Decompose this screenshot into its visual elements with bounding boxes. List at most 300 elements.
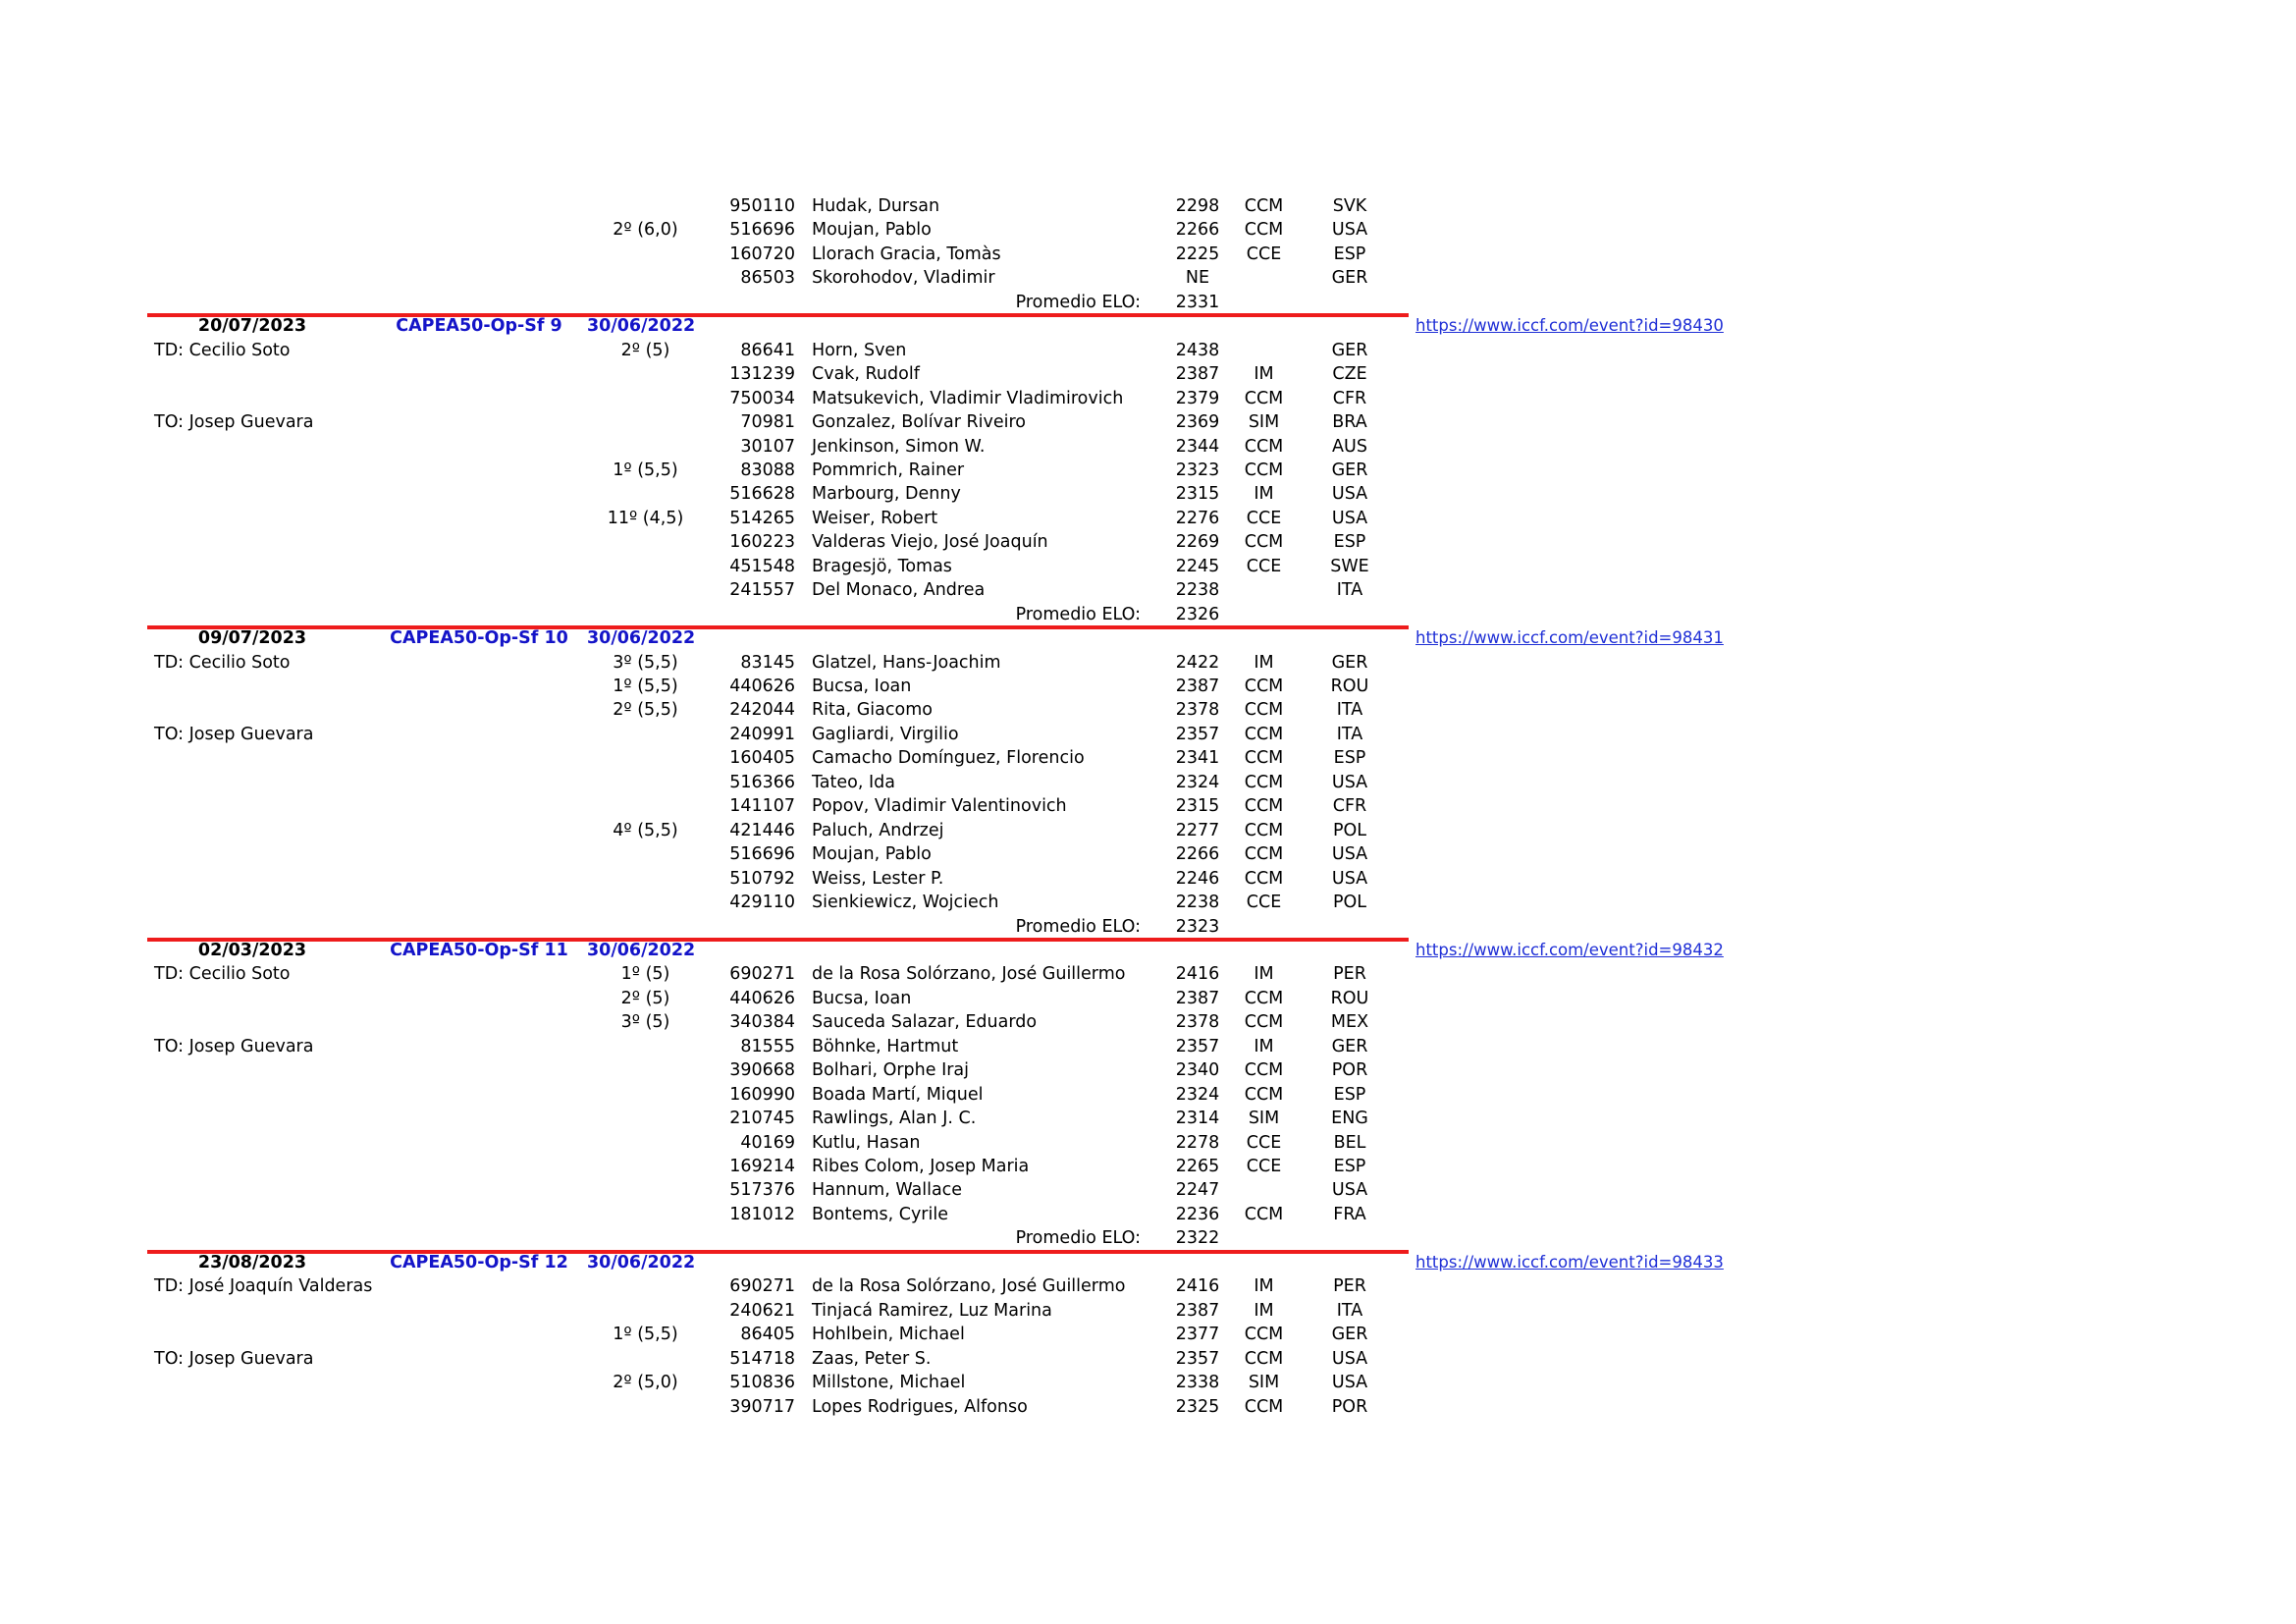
player-id: 510792 (729, 868, 795, 889)
player-row (0, 1155, 2296, 1179)
player-name: Bragesjö, Tomas (812, 556, 952, 576)
player-row (0, 339, 2296, 363)
player-name: Sauceda Salazar, Eduardo (812, 1012, 1038, 1033)
player-title: SIM (1248, 1109, 1280, 1129)
player-id: 169214 (729, 1157, 795, 1176)
player-row (0, 794, 2296, 819)
player-country: AUS (1332, 436, 1367, 457)
player-title: CCM (1244, 700, 1284, 721)
player-name: Jenkinson, Simon W. (812, 436, 986, 457)
player-country: SWE (1330, 556, 1369, 576)
player-row (0, 362, 2296, 387)
player-elo: 2378 (1175, 700, 1220, 721)
player-row (0, 1178, 2296, 1203)
player-country: POR (1331, 1396, 1368, 1417)
player-name: Millstone, Michael (812, 1373, 966, 1393)
player-elo: 2416 (1175, 1276, 1220, 1297)
official-label: TO: Josep Guevara (154, 724, 314, 744)
player-name: Valderas Viejo, José Joaquín (812, 532, 1048, 553)
section-header (0, 1251, 2296, 1275)
player-name: Moujan, Pablo (812, 844, 932, 865)
player-row (0, 723, 2296, 747)
player-name: Weiser, Robert (812, 508, 938, 528)
player-title: CCM (1244, 1396, 1284, 1417)
section-header (0, 626, 2296, 651)
player-title: CCE (1246, 244, 1282, 264)
player-country: BRA (1332, 412, 1367, 433)
player-id: 390717 (729, 1396, 795, 1417)
player-name: Bucsa, Ioan (812, 988, 912, 1008)
player-id: 240621 (729, 1300, 795, 1321)
player-title: CCM (1244, 1084, 1284, 1105)
player-name: Hohlbein, Michael (812, 1325, 965, 1345)
player-name: Kutlu, Hasan (812, 1132, 921, 1153)
average-elo-label: Promedio ELO: (1015, 292, 1141, 312)
player-row (0, 891, 2296, 915)
official-label: TD: Cecilio Soto (154, 340, 291, 360)
player-row (0, 819, 2296, 843)
player-title: CCM (1244, 1204, 1284, 1224)
average-elo-value: 2323 (1175, 916, 1220, 937)
player-name: de la Rosa Solórzano, José Guillermo (812, 964, 1126, 985)
player-row (0, 771, 2296, 795)
player-row (0, 482, 2296, 507)
player-id: 86405 (740, 1325, 795, 1345)
player-country: ITA (1336, 724, 1363, 744)
player-elo: 2438 (1175, 340, 1220, 360)
player-row (0, 194, 2296, 219)
player-row (0, 867, 2296, 892)
player-title: IM (1254, 1300, 1274, 1321)
section-end-date: 02/03/2023 (197, 940, 307, 960)
player-row (0, 842, 2296, 867)
final-place: 2º (6,0) (613, 220, 678, 241)
player-id: 181012 (729, 1204, 795, 1224)
player-country: POR (1331, 1060, 1368, 1081)
player-elo: 2238 (1175, 580, 1220, 601)
final-place: 1º (5,5) (613, 677, 678, 696)
player-title: CCM (1244, 844, 1284, 865)
player-id: 160720 (729, 244, 795, 264)
player-id: 241557 (729, 580, 795, 601)
player-country: GER (1331, 460, 1368, 480)
player-name: Lopes Rodrigues, Alfonso (812, 1396, 1028, 1417)
player-country: USA (1331, 1373, 1368, 1393)
player-id: 690271 (729, 1276, 795, 1297)
player-name: Del Monaco, Andrea (812, 580, 986, 601)
player-name: Camacho Domínguez, Florencio (812, 748, 1085, 769)
player-country: ROU (1330, 677, 1369, 696)
player-country: FRA (1333, 1204, 1366, 1224)
player-title: CCM (1244, 988, 1284, 1008)
player-id: 30107 (740, 436, 795, 457)
player-elo: 2416 (1175, 964, 1220, 985)
player-id: 750034 (729, 388, 795, 408)
player-title: CCM (1244, 868, 1284, 889)
player-country: ESP (1333, 1157, 1366, 1176)
final-place: 11º (4,5) (607, 508, 684, 528)
player-row (0, 1035, 2296, 1059)
player-id: 390668 (729, 1060, 795, 1081)
official-label: TO: Josep Guevara (154, 1036, 314, 1056)
player-row (0, 1131, 2296, 1156)
player-country: SVK (1332, 196, 1367, 216)
player-country: GER (1331, 652, 1368, 673)
player-elo: 2225 (1175, 244, 1220, 264)
player-name: Böhnke, Hartmut (812, 1036, 959, 1056)
average-elo-value: 2322 (1175, 1228, 1220, 1249)
section-code: CAPEA50-Op-Sf 9 (396, 316, 562, 337)
player-elo: 2246 (1175, 868, 1220, 889)
player-name: Hannum, Wallace (812, 1180, 963, 1201)
player-elo: 2315 (1175, 484, 1220, 505)
section-end-date: 20/07/2023 (197, 316, 307, 337)
player-country: USA (1331, 772, 1368, 792)
player-elo: NE (1185, 268, 1210, 289)
player-title: IM (1254, 364, 1274, 385)
player-country: USA (1331, 508, 1368, 528)
player-id: 83088 (740, 460, 795, 480)
player-elo: 2277 (1175, 820, 1220, 840)
player-row (0, 675, 2296, 699)
player-row (0, 243, 2296, 267)
player-country: PER (1333, 964, 1366, 985)
section-start-date: 30/06/2022 (587, 1252, 696, 1272)
section-header (0, 939, 2296, 963)
player-name: Zaas, Peter S. (812, 1348, 932, 1369)
player-elo: 2422 (1175, 652, 1220, 673)
player-row (0, 578, 2296, 603)
player-elo: 2269 (1175, 532, 1220, 553)
event-link[interactable]: https://www.iccf.com/event?id=98431 (1415, 628, 1724, 648)
player-name: Popov, Vladimir Valentinovich (812, 796, 1067, 817)
official-label: TO: Josep Guevara (154, 1348, 314, 1369)
player-row (0, 1107, 2296, 1131)
player-elo: 2276 (1175, 508, 1220, 528)
official-label: TD: Cecilio Soto (154, 652, 291, 673)
average-elo-row (0, 915, 2296, 940)
player-title: CCE (1246, 556, 1282, 576)
player-name: Glatzel, Hans-Joachim (812, 652, 1001, 673)
player-title: CCE (1246, 1157, 1282, 1176)
player-name: de la Rosa Solórzano, José Guillermo (812, 1276, 1126, 1297)
player-title: SIM (1248, 1373, 1280, 1393)
player-elo: 2266 (1175, 220, 1220, 241)
player-country: GER (1331, 1325, 1368, 1345)
player-title: CCM (1244, 1348, 1284, 1369)
player-row (0, 1323, 2296, 1347)
player-name: Rita, Giacomo (812, 700, 933, 721)
player-country: USA (1331, 1348, 1368, 1369)
average-elo-label: Promedio ELO: (1015, 604, 1141, 624)
final-place: 3º (5,5) (613, 652, 678, 673)
player-elo: 2357 (1175, 1036, 1220, 1056)
player-id: 516696 (729, 844, 795, 865)
player-country: GER (1331, 268, 1368, 289)
player-name: Marbourg, Denny (812, 484, 961, 505)
player-elo: 2245 (1175, 556, 1220, 576)
player-elo: 2340 (1175, 1060, 1220, 1081)
player-elo: 2325 (1175, 1396, 1220, 1417)
player-elo: 2315 (1175, 796, 1220, 817)
player-name: Moujan, Pablo (812, 220, 932, 241)
final-place: 3º (5) (620, 1012, 670, 1033)
player-title: CCM (1244, 220, 1284, 241)
player-id: 950110 (729, 196, 795, 216)
player-title: CCM (1244, 677, 1284, 696)
player-id: 510836 (729, 1373, 795, 1393)
player-name: Matsukevich, Vladimir Vladimirovich (812, 388, 1124, 408)
player-elo: 2265 (1175, 1157, 1220, 1176)
player-elo: 2314 (1175, 1109, 1220, 1129)
event-link[interactable]: https://www.iccf.com/event?id=98432 (1415, 940, 1724, 959)
player-id: 81555 (740, 1036, 795, 1056)
player-row (0, 1395, 2296, 1420)
player-id: 83145 (740, 652, 795, 673)
player-row (0, 1083, 2296, 1108)
section-code: CAPEA50-Op-Sf 10 (390, 628, 568, 649)
player-elo: 2387 (1175, 364, 1220, 385)
average-elo-value: 2326 (1175, 604, 1220, 624)
player-name: Paluch, Andrzej (812, 820, 944, 840)
player-country: POL (1332, 820, 1367, 840)
player-title: CCM (1244, 196, 1284, 216)
player-title: CCM (1244, 532, 1284, 553)
player-country: CFR (1332, 796, 1367, 817)
section-start-date: 30/06/2022 (587, 940, 696, 960)
player-name: Skorohodov, Vladimir (812, 268, 995, 289)
player-title: CCE (1246, 508, 1282, 528)
player-id: 429110 (729, 893, 795, 913)
player-elo: 2379 (1175, 388, 1220, 408)
player-row (0, 1274, 2296, 1299)
average-elo-row (0, 291, 2296, 315)
player-country: GER (1331, 1036, 1368, 1056)
player-name: Bontems, Cyrile (812, 1204, 948, 1224)
player-elo: 2387 (1175, 1300, 1220, 1321)
player-id: 141107 (729, 796, 795, 817)
player-elo: 2236 (1175, 1204, 1220, 1224)
player-title: IM (1254, 652, 1274, 673)
player-id: 40169 (740, 1132, 795, 1153)
player-country: USA (1331, 1180, 1368, 1201)
player-elo: 2324 (1175, 772, 1220, 792)
event-link[interactable]: https://www.iccf.com/event?id=98430 (1415, 316, 1724, 336)
player-elo: 2238 (1175, 893, 1220, 913)
average-elo-value: 2331 (1175, 292, 1220, 312)
player-elo: 2369 (1175, 412, 1220, 433)
player-elo: 2341 (1175, 748, 1220, 769)
player-row (0, 746, 2296, 771)
player-id: 516628 (729, 484, 795, 505)
section-start-date: 30/06/2022 (587, 628, 696, 649)
player-id: 340384 (729, 1012, 795, 1033)
player-title: IM (1254, 1276, 1274, 1297)
player-name: Tateo, Ida (812, 772, 895, 792)
player-id: 440626 (729, 988, 795, 1008)
player-elo: 2338 (1175, 1373, 1220, 1393)
final-place: 2º (5) (620, 988, 670, 1008)
player-country: ESP (1333, 748, 1366, 769)
final-place: 2º (5,0) (613, 1373, 678, 1393)
player-name: Ribes Colom, Josep Maria (812, 1157, 1030, 1176)
player-country: MEX (1330, 1012, 1369, 1033)
player-title: IM (1254, 484, 1274, 505)
player-row (0, 555, 2296, 579)
player-id: 160223 (729, 532, 795, 553)
event-link[interactable]: https://www.iccf.com/event?id=98433 (1415, 1252, 1724, 1272)
player-id: 242044 (729, 700, 795, 721)
player-id: 451548 (729, 556, 795, 576)
player-country: ESP (1333, 1084, 1366, 1105)
player-elo: 2387 (1175, 677, 1220, 696)
player-name: Hudak, Dursan (812, 196, 940, 216)
player-elo: 2278 (1175, 1132, 1220, 1153)
player-name: Tinjacá Ramirez, Luz Marina (812, 1300, 1052, 1321)
player-row (0, 218, 2296, 243)
player-title: CCM (1244, 772, 1284, 792)
player-elo: 2266 (1175, 844, 1220, 865)
player-name: Bolhari, Orphe Iraj (812, 1060, 970, 1081)
player-country: POL (1332, 893, 1367, 913)
player-id: 86503 (740, 268, 795, 289)
player-id: 70981 (740, 412, 795, 433)
player-name: Gagliardi, Virgilio (812, 724, 959, 744)
player-row (0, 507, 2296, 531)
average-elo-row (0, 603, 2296, 627)
player-row (0, 1058, 2296, 1083)
player-name: Bucsa, Ioan (812, 677, 912, 696)
player-country: PER (1333, 1276, 1366, 1297)
player-id: 210745 (729, 1109, 795, 1129)
player-title: CCE (1246, 1132, 1282, 1153)
player-name: Rawlings, Alan J. C. (812, 1109, 977, 1129)
player-title: CCM (1244, 1325, 1284, 1345)
player-title: CCM (1244, 1012, 1284, 1033)
player-row (0, 387, 2296, 411)
final-place: 1º (5,5) (613, 1325, 678, 1345)
player-country: ITA (1336, 1300, 1363, 1321)
player-id: 160405 (729, 748, 795, 769)
player-title: CCM (1244, 796, 1284, 817)
player-elo: 2323 (1175, 460, 1220, 480)
player-row (0, 1371, 2296, 1395)
player-id: 514718 (729, 1348, 795, 1369)
player-country: ITA (1336, 700, 1363, 721)
player-id: 131239 (729, 364, 795, 385)
final-place: 1º (5,5) (613, 460, 678, 480)
player-title: CCM (1244, 724, 1284, 744)
section-header (0, 314, 2296, 339)
section-code: CAPEA50-Op-Sf 11 (390, 940, 568, 960)
player-title: CCM (1244, 388, 1284, 408)
official-label: TO: Josep Guevara (154, 412, 314, 433)
player-row (0, 1010, 2296, 1035)
section-end-date: 23/08/2023 (197, 1252, 307, 1272)
player-country: ESP (1333, 244, 1366, 264)
player-name: Sienkiewicz, Wojciech (812, 893, 999, 913)
player-country: USA (1331, 220, 1368, 241)
official-label: TD: José Joaquín Valderas (154, 1276, 373, 1297)
player-title: IM (1254, 1036, 1274, 1056)
player-name: Pommrich, Rainer (812, 460, 965, 480)
player-row (0, 410, 2296, 435)
player-title: SIM (1248, 412, 1280, 433)
player-country: CFR (1332, 388, 1367, 408)
player-country: ENG (1331, 1109, 1368, 1129)
player-elo: 2357 (1175, 724, 1220, 744)
player-country: ROU (1330, 988, 1369, 1008)
player-country: ESP (1333, 532, 1366, 553)
section-end-date: 09/07/2023 (197, 628, 307, 649)
player-id: 421446 (729, 820, 795, 840)
player-id: 517376 (729, 1180, 795, 1201)
player-elo: 2247 (1175, 1180, 1220, 1201)
player-id: 440626 (729, 677, 795, 696)
player-country: USA (1331, 844, 1368, 865)
player-elo: 2298 (1175, 196, 1220, 216)
player-row (0, 1347, 2296, 1372)
player-row (0, 435, 2296, 460)
player-row (0, 266, 2296, 291)
official-label: TD: Cecilio Soto (154, 964, 291, 985)
player-elo: 2324 (1175, 1084, 1220, 1105)
player-row (0, 651, 2296, 676)
player-title: IM (1254, 964, 1274, 985)
player-country: USA (1331, 868, 1368, 889)
average-elo-row (0, 1226, 2296, 1251)
average-elo-label: Promedio ELO: (1015, 916, 1141, 937)
player-id: 240991 (729, 724, 795, 744)
player-row (0, 1203, 2296, 1227)
player-id: 514265 (729, 508, 795, 528)
player-row (0, 962, 2296, 987)
player-name: Weiss, Lester P. (812, 868, 944, 889)
player-elo: 2357 (1175, 1348, 1220, 1369)
player-row (0, 698, 2296, 723)
player-id: 86641 (740, 340, 795, 360)
player-row (0, 530, 2296, 555)
player-id: 516696 (729, 220, 795, 241)
player-elo: 2344 (1175, 436, 1220, 457)
player-name: Horn, Sven (812, 340, 907, 360)
player-id: 160990 (729, 1084, 795, 1105)
final-place: 4º (5,5) (613, 820, 678, 840)
player-country: GER (1331, 340, 1368, 360)
player-country: USA (1331, 484, 1368, 505)
player-title: CCM (1244, 1060, 1284, 1081)
player-title: CCM (1244, 460, 1284, 480)
final-place: 2º (5) (620, 340, 670, 360)
section-code: CAPEA50-Op-Sf 12 (390, 1252, 568, 1272)
player-title: CCM (1244, 820, 1284, 840)
player-elo: 2377 (1175, 1325, 1220, 1345)
player-row (0, 987, 2296, 1011)
player-elo: 2387 (1175, 988, 1220, 1008)
player-name: Boada Martí, Miquel (812, 1084, 984, 1105)
player-name: Gonzalez, Bolívar Riveiro (812, 412, 1027, 433)
player-title: CCE (1246, 893, 1282, 913)
final-place: 1º (5) (620, 964, 670, 985)
player-id: 690271 (729, 964, 795, 985)
player-title: CCM (1244, 748, 1284, 769)
player-row (0, 1299, 2296, 1324)
player-name: Llorach Gracia, Tomàs (812, 244, 1001, 264)
player-country: BEL (1333, 1132, 1366, 1153)
player-title: CCM (1244, 436, 1284, 457)
player-country: CZE (1332, 364, 1367, 385)
player-row (0, 459, 2296, 483)
